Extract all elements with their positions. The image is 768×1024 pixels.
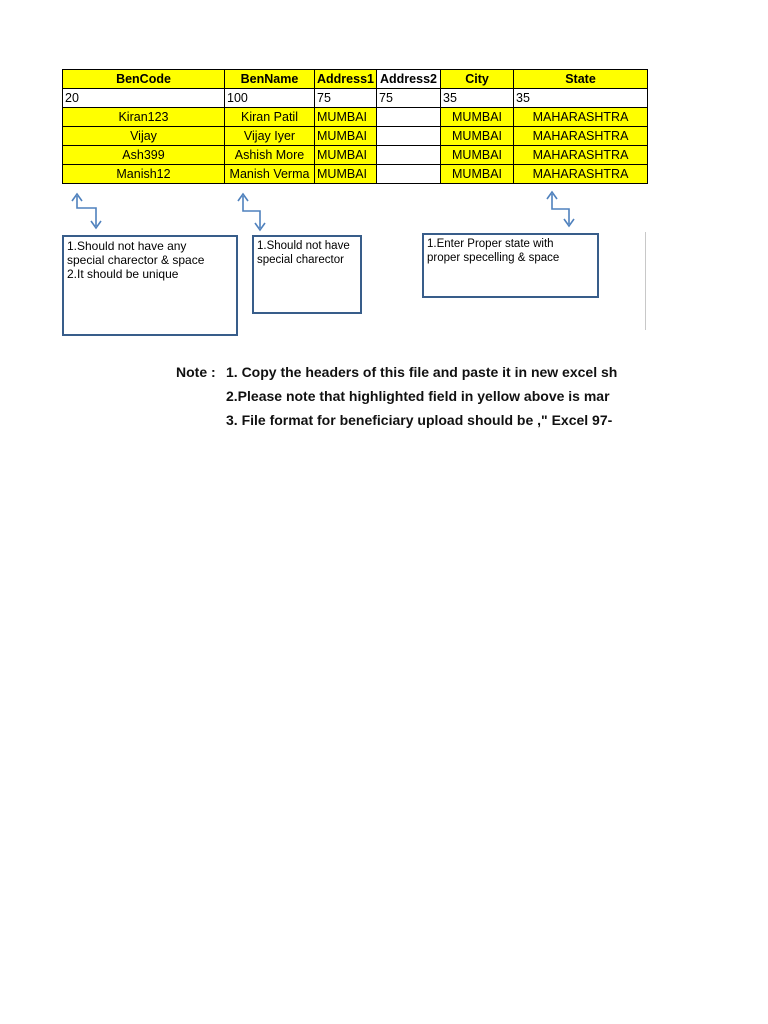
cell-state[interactable]: MAHARASHTRA xyxy=(514,146,648,165)
cell-address2[interactable] xyxy=(377,146,441,165)
cell-state[interactable]: MAHARASHTRA xyxy=(514,165,648,184)
cell-benname[interactable]: Vijay Iyer xyxy=(225,127,315,146)
header-address2[interactable]: Address2 xyxy=(377,70,441,89)
cell-address2[interactable] xyxy=(377,127,441,146)
bencode-rules-box xyxy=(62,235,238,336)
header-row xyxy=(63,70,648,89)
benname-arrow-icon xyxy=(243,196,260,228)
cell-address1[interactable]: MUMBAI xyxy=(315,127,377,146)
rule-line: 1.Should not have xyxy=(257,240,350,252)
cell-bencode[interactable]: Manish12 xyxy=(63,165,225,184)
length-cell[interactable]: 75 xyxy=(315,89,377,108)
cell-bencode[interactable]: Kiran123 xyxy=(63,108,225,127)
note-line: 3. File format for beneficiary upload should be ," Excel 97- xyxy=(226,412,613,428)
page-edge-divider xyxy=(645,232,646,330)
cell-bencode[interactable]: Vijay xyxy=(63,127,225,146)
table-row xyxy=(63,165,648,184)
rule-line: 2.It should be unique xyxy=(67,267,179,281)
rule-line: special charector & space xyxy=(67,253,205,267)
header-city[interactable]: City xyxy=(441,70,514,89)
cell-benname[interactable]: Ashish More xyxy=(225,146,315,165)
cell-address1[interactable]: MUMBAI xyxy=(315,108,377,127)
cell-benname[interactable]: Kiran Patil xyxy=(225,108,315,127)
rule-line: special charector xyxy=(257,254,344,266)
benname-rules-box xyxy=(252,235,362,314)
header-bencode[interactable]: BenCode xyxy=(63,70,225,89)
header-benname[interactable]: BenName xyxy=(225,70,315,89)
state-rules-box xyxy=(422,233,599,298)
bencode-arrow-icon xyxy=(77,196,96,226)
length-cell[interactable]: 35 xyxy=(441,89,514,108)
cell-city[interactable]: MUMBAI xyxy=(441,127,514,146)
field-length-row xyxy=(63,89,648,108)
cell-state[interactable]: MAHARASHTRA xyxy=(514,108,648,127)
length-cell[interactable]: 75 xyxy=(377,89,441,108)
rule-line: 1.Enter Proper state with xyxy=(427,238,554,250)
table-row xyxy=(63,127,648,146)
rule-line: proper specelling & space xyxy=(427,252,560,264)
cell-state[interactable]: MAHARASHTRA xyxy=(514,127,648,146)
cell-bencode[interactable]: Ash399 xyxy=(63,146,225,165)
note-label: Note : xyxy=(176,364,216,380)
cell-address1[interactable]: MUMBAI xyxy=(315,165,377,184)
table-row xyxy=(63,108,648,127)
cell-address2[interactable] xyxy=(377,165,441,184)
note-line: 2.Please note that highlighted field in yellow above is mar xyxy=(226,388,610,404)
cell-city[interactable]: MUMBAI xyxy=(441,108,514,127)
table-row xyxy=(63,146,648,165)
notes-section xyxy=(176,362,648,442)
header-state[interactable]: State xyxy=(514,70,648,89)
cell-address1[interactable]: MUMBAI xyxy=(315,146,377,165)
cell-city[interactable]: MUMBAI xyxy=(441,165,514,184)
cell-address2[interactable] xyxy=(377,108,441,127)
cell-city[interactable]: MUMBAI xyxy=(441,146,514,165)
cell-benname[interactable]: Manish Verma xyxy=(225,165,315,184)
length-cell[interactable]: 20 xyxy=(63,89,225,108)
beneficiary-sheet-table xyxy=(62,69,648,184)
header-address1[interactable]: Address1 xyxy=(315,70,377,89)
length-cell[interactable]: 35 xyxy=(514,89,648,108)
state-arrow-icon xyxy=(552,194,569,224)
rule-line: 1.Should not have any xyxy=(67,239,187,253)
length-cell[interactable]: 100 xyxy=(225,89,315,108)
note-line: 1. Copy the headers of this file and paste it in new excel sh xyxy=(226,364,618,380)
